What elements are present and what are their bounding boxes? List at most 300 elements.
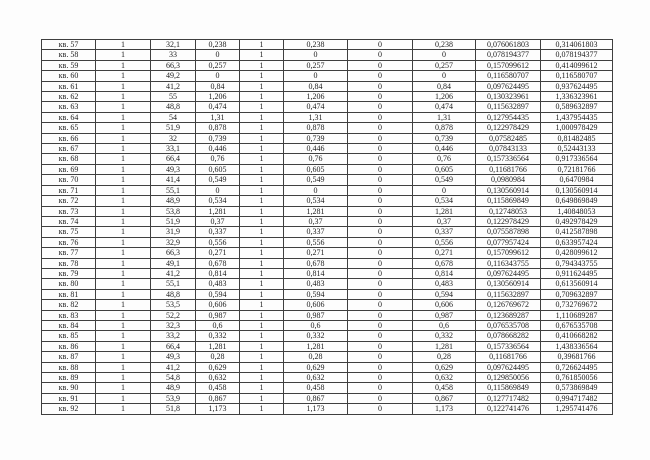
value-cell: 0,122978429 [476, 216, 541, 226]
value-cell: 0,878 [413, 123, 476, 133]
value-cell: 41,4 [151, 175, 196, 185]
value-cell: 0,077957424 [476, 237, 541, 247]
value-cell: 0,446 [196, 144, 240, 154]
value-cell: 1,31 [196, 112, 240, 122]
value-cell: 1 [96, 185, 151, 195]
value-cell: 0 [348, 50, 413, 60]
value-cell: 0,076061803 [476, 40, 541, 50]
value-cell: 1 [240, 123, 284, 133]
value-cell: 0,257 [413, 60, 476, 70]
value-cell: 1 [240, 175, 284, 185]
value-cell: 0 [284, 50, 348, 60]
value-cell: 1,281 [413, 206, 476, 216]
value-cell: 1,31 [413, 112, 476, 122]
value-cell: 1 [240, 393, 284, 403]
value-cell: 0 [348, 144, 413, 154]
value-cell: 0 [413, 50, 476, 60]
row-label-cell: кв. 90 [42, 383, 96, 393]
value-cell: 0,115632897 [476, 102, 541, 112]
value-cell: 0,130560914 [476, 185, 541, 195]
value-cell: 0,676535708 [541, 320, 613, 330]
value-cell: 0,28 [284, 352, 348, 362]
value-cell: 49,3 [151, 352, 196, 362]
value-cell: 0,126769672 [476, 300, 541, 310]
value-cell: 0,534 [413, 196, 476, 206]
value-cell: 0,446 [284, 144, 348, 154]
table-row [42, 216, 613, 226]
value-cell: 0,238 [196, 40, 240, 50]
value-cell: 0,116580707 [476, 71, 541, 81]
value-cell: 0,6 [413, 320, 476, 330]
value-cell: 1,206 [413, 92, 476, 102]
value-cell: 1 [240, 373, 284, 383]
value-cell: 0 [348, 237, 413, 247]
value-cell: 0 [348, 40, 413, 50]
row-label-cell: кв. 81 [42, 289, 96, 299]
row-label-cell: кв. 57 [42, 40, 96, 50]
value-cell: 0,678 [284, 258, 348, 268]
value-cell: 0,127954435 [476, 112, 541, 122]
table-row [42, 123, 613, 133]
value-cell: 0,12748053 [476, 206, 541, 216]
value-cell: 1 [96, 81, 151, 91]
value-cell: 0,115869849 [476, 196, 541, 206]
row-label-cell: кв. 87 [42, 352, 96, 362]
value-cell: 51,8 [151, 404, 196, 414]
value-cell: 1 [240, 133, 284, 143]
value-cell: 1,173 [284, 404, 348, 414]
value-cell: 0,589632897 [541, 102, 613, 112]
value-cell: 0 [348, 102, 413, 112]
row-label-cell: кв. 75 [42, 227, 96, 237]
row-label-cell: кв. 78 [42, 258, 96, 268]
row-label-cell: кв. 83 [42, 310, 96, 320]
table-row [42, 310, 613, 320]
value-cell: 0,414099612 [541, 60, 613, 70]
value-cell: 0,428099612 [541, 248, 613, 258]
value-cell: 0,097624495 [476, 81, 541, 91]
value-cell: 0,649869849 [541, 196, 613, 206]
value-cell: 48,9 [151, 196, 196, 206]
value-cell: 0,130560914 [476, 279, 541, 289]
value-cell: 0,458 [284, 383, 348, 393]
value-cell: 0,633957424 [541, 237, 613, 247]
value-cell: 1 [240, 341, 284, 351]
value-cell: 1 [240, 352, 284, 362]
value-cell: 0 [348, 373, 413, 383]
row-label-cell: кв. 61 [42, 81, 96, 91]
value-cell: 0,739 [196, 133, 240, 143]
value-cell: 33 [151, 50, 196, 60]
value-cell: 0 [348, 383, 413, 393]
row-label-cell: кв. 86 [42, 341, 96, 351]
value-cell: 1 [96, 60, 151, 70]
value-cell: 0,606 [413, 300, 476, 310]
value-cell: 0 [348, 175, 413, 185]
value-cell: 0,81482485 [541, 133, 613, 143]
value-cell: 53,9 [151, 393, 196, 403]
value-cell: 0,556 [196, 237, 240, 247]
value-cell: 0 [413, 71, 476, 81]
value-cell: 1,437954435 [541, 112, 613, 122]
value-cell: 31,9 [151, 227, 196, 237]
value-cell: 66,4 [151, 154, 196, 164]
value-cell: 0,814 [284, 268, 348, 278]
value-cell: 53,5 [151, 300, 196, 310]
value-cell: 0 [348, 258, 413, 268]
value-cell: 0,6 [196, 320, 240, 330]
value-cell: 49,1 [151, 258, 196, 268]
value-cell: 55,1 [151, 279, 196, 289]
value-cell: 0,606 [196, 300, 240, 310]
value-cell: 0,157099612 [476, 248, 541, 258]
table-row [42, 60, 613, 70]
table-row [42, 50, 613, 60]
table-row [42, 144, 613, 154]
value-cell: 0,257 [284, 60, 348, 70]
value-cell: 0,07843133 [476, 144, 541, 154]
value-cell: 1,206 [196, 92, 240, 102]
value-cell: 0 [348, 185, 413, 195]
value-cell: 0,867 [284, 393, 348, 403]
value-cell: 66,3 [151, 60, 196, 70]
value-cell: 1,336323961 [541, 92, 613, 102]
value-cell: 0,605 [284, 164, 348, 174]
value-cell: 41,2 [151, 268, 196, 278]
row-label-cell: кв. 80 [42, 279, 96, 289]
row-label-cell: кв. 67 [42, 144, 96, 154]
value-cell: 1 [240, 248, 284, 258]
row-label-cell: кв. 85 [42, 331, 96, 341]
value-cell: 0 [348, 154, 413, 164]
table-row [42, 133, 613, 143]
value-cell: 1,281 [196, 206, 240, 216]
value-cell: 1 [96, 133, 151, 143]
value-cell: 0,911624495 [541, 268, 613, 278]
value-cell: 0,994717482 [541, 393, 613, 403]
value-cell: 0 [284, 185, 348, 195]
value-cell: 1 [96, 164, 151, 174]
value-cell: 1 [96, 404, 151, 414]
value-cell: 0 [348, 216, 413, 226]
value-cell: 0,37 [196, 216, 240, 226]
value-cell: 0,122741476 [476, 404, 541, 414]
value-cell: 0,130560914 [541, 185, 613, 195]
value-cell: 0,72181766 [541, 164, 613, 174]
value-cell: 0,332 [196, 331, 240, 341]
value-cell: 0,76 [196, 154, 240, 164]
table-row [42, 185, 613, 195]
value-cell: 0,987 [413, 310, 476, 320]
value-cell: 0,271 [196, 248, 240, 258]
value-cell: 1 [240, 102, 284, 112]
value-cell: 1 [96, 248, 151, 258]
value-cell: 1 [96, 258, 151, 268]
value-cell: 0,332 [284, 331, 348, 341]
value-cell: 0,127717482 [476, 393, 541, 403]
value-cell: 0,483 [413, 279, 476, 289]
row-label-cell: кв. 66 [42, 133, 96, 143]
value-cell: 0,130323961 [476, 92, 541, 102]
value-cell: 0,534 [284, 196, 348, 206]
value-cell: 55,1 [151, 185, 196, 195]
value-cell: 0,556 [413, 237, 476, 247]
value-cell: 1 [96, 102, 151, 112]
value-cell: 1 [240, 289, 284, 299]
value-cell: 1 [240, 196, 284, 206]
value-cell: 0,629 [196, 362, 240, 372]
value-cell: 1 [96, 50, 151, 60]
value-cell: 0,534 [196, 196, 240, 206]
value-cell: 0,238 [284, 40, 348, 50]
value-cell: 0,123689287 [476, 310, 541, 320]
table-row [42, 92, 613, 102]
value-cell: 1 [240, 310, 284, 320]
value-cell: 0,794343755 [541, 258, 613, 268]
value-cell: 1 [96, 206, 151, 216]
value-cell: 55 [151, 92, 196, 102]
value-cell: 0,814 [413, 268, 476, 278]
table-row [42, 268, 613, 278]
value-cell: 0 [348, 81, 413, 91]
value-cell: 1 [96, 71, 151, 81]
value-cell: 0,116343755 [476, 258, 541, 268]
value-cell: 0,732769672 [541, 300, 613, 310]
value-cell: 1 [96, 216, 151, 226]
value-cell: 0,878 [284, 123, 348, 133]
table-row [42, 175, 613, 185]
value-cell: 1,281 [196, 341, 240, 351]
value-cell: 1,438336564 [541, 341, 613, 351]
value-cell: 0,075587898 [476, 227, 541, 237]
value-cell: 1 [240, 237, 284, 247]
value-cell: 0 [348, 248, 413, 258]
value-cell: 0,709632897 [541, 289, 613, 299]
value-cell: 1,295741476 [541, 404, 613, 414]
value-cell: 0,761850056 [541, 373, 613, 383]
table-row [42, 341, 613, 351]
value-cell: 0,594 [196, 289, 240, 299]
row-label-cell: кв. 58 [42, 50, 96, 60]
value-cell: 0,632 [196, 373, 240, 383]
value-cell: 1,281 [284, 206, 348, 216]
value-cell: 1 [96, 144, 151, 154]
value-cell: 0,37 [413, 216, 476, 226]
value-cell: 1,31 [284, 112, 348, 122]
value-cell: 48,9 [151, 383, 196, 393]
value-cell: 0,573869849 [541, 383, 613, 393]
value-cell: 0,678 [196, 258, 240, 268]
value-cell: 0,474 [413, 102, 476, 112]
value-cell: 0,606 [284, 300, 348, 310]
value-cell: 1 [240, 154, 284, 164]
value-cell: 0,116580707 [541, 71, 613, 81]
table-row [42, 393, 613, 403]
value-cell: 48,8 [151, 289, 196, 299]
row-label-cell: кв. 92 [42, 404, 96, 414]
value-cell: 0 [348, 362, 413, 372]
apartments-data-table [41, 39, 613, 415]
value-cell: 48,8 [151, 102, 196, 112]
value-cell: 41,2 [151, 362, 196, 372]
value-cell: 0,474 [196, 102, 240, 112]
value-cell: 0,11681766 [476, 164, 541, 174]
value-cell: 0,37 [284, 216, 348, 226]
value-cell: 1 [240, 268, 284, 278]
value-cell: 0,337 [413, 227, 476, 237]
value-cell: 1 [96, 237, 151, 247]
table-row [42, 102, 613, 112]
value-cell: 0 [348, 404, 413, 414]
value-cell: 1 [240, 331, 284, 341]
value-cell: 1 [96, 383, 151, 393]
table-row [42, 352, 613, 362]
value-cell: 0,556 [284, 237, 348, 247]
row-label-cell: кв. 69 [42, 164, 96, 174]
value-cell: 0,867 [413, 393, 476, 403]
value-cell: 1 [96, 320, 151, 330]
table-row [42, 112, 613, 122]
table-row [42, 164, 613, 174]
value-cell: 54 [151, 112, 196, 122]
row-label-cell: кв. 76 [42, 237, 96, 247]
value-cell: 1 [240, 81, 284, 91]
value-cell: 0,605 [413, 164, 476, 174]
value-cell: 0,115869849 [476, 383, 541, 393]
row-label-cell: кв. 65 [42, 123, 96, 133]
value-cell: 1 [96, 310, 151, 320]
value-cell: 0,078668282 [476, 331, 541, 341]
value-cell: 0,097624495 [476, 362, 541, 372]
value-cell: 1 [96, 331, 151, 341]
table-row [42, 206, 613, 216]
value-cell: 0,271 [284, 248, 348, 258]
table-row [42, 248, 613, 258]
table-row [42, 40, 613, 50]
value-cell: 0,632 [413, 373, 476, 383]
value-cell: 0,937624495 [541, 81, 613, 91]
value-cell: 0,458 [413, 383, 476, 393]
row-label-cell: кв. 63 [42, 102, 96, 112]
value-cell: 0,76 [284, 154, 348, 164]
value-cell: 0,337 [284, 227, 348, 237]
table-row [42, 331, 613, 341]
value-cell: 1 [240, 71, 284, 81]
value-cell: 1 [240, 144, 284, 154]
value-cell: 0 [348, 310, 413, 320]
value-cell: 0,6 [284, 320, 348, 330]
value-cell: 0,483 [196, 279, 240, 289]
value-cell: 0,115632897 [476, 289, 541, 299]
value-cell: 1 [240, 404, 284, 414]
value-cell: 0,446 [413, 144, 476, 154]
value-cell: 0,078194377 [541, 50, 613, 60]
value-cell: 66,4 [151, 341, 196, 351]
value-cell: 32 [151, 133, 196, 143]
table-row [42, 279, 613, 289]
table-row [42, 362, 613, 372]
value-cell: 1 [240, 112, 284, 122]
value-cell: 1 [240, 216, 284, 226]
value-cell: 0 [348, 196, 413, 206]
value-cell: 51,9 [151, 123, 196, 133]
value-cell: 0 [348, 133, 413, 143]
value-cell: 1 [240, 362, 284, 372]
value-cell: 0 [348, 227, 413, 237]
value-cell: 0,122978429 [476, 123, 541, 133]
value-cell: 53,8 [151, 206, 196, 216]
value-cell: 0,84 [196, 81, 240, 91]
table-row [42, 320, 613, 330]
value-cell: 1,281 [284, 341, 348, 351]
value-cell: 0,867 [196, 393, 240, 403]
value-cell: 0,605 [196, 164, 240, 174]
value-cell: 0 [348, 289, 413, 299]
value-cell: 1 [96, 352, 151, 362]
row-label-cell: кв. 64 [42, 112, 96, 122]
table-body [42, 40, 613, 415]
value-cell: 0,492978429 [541, 216, 613, 226]
value-cell: 33,1 [151, 144, 196, 154]
value-cell: 0 [348, 71, 413, 81]
value-cell: 0 [348, 331, 413, 341]
value-cell: 0,6470984 [541, 175, 613, 185]
value-cell: 0 [348, 393, 413, 403]
value-cell: 0,84 [413, 81, 476, 91]
value-cell: 33,2 [151, 331, 196, 341]
value-cell: 0,129850056 [476, 373, 541, 383]
row-label-cell: кв. 79 [42, 268, 96, 278]
value-cell: 1 [240, 92, 284, 102]
value-cell: 0,987 [284, 310, 348, 320]
row-label-cell: кв. 82 [42, 300, 96, 310]
value-cell: 0 [348, 268, 413, 278]
value-cell: 0,678 [413, 258, 476, 268]
value-cell: 0,157336564 [476, 341, 541, 351]
value-cell: 0,0980984 [476, 175, 541, 185]
value-cell: 0,271 [413, 248, 476, 258]
value-cell: 1,173 [413, 404, 476, 414]
value-cell: 0 [284, 71, 348, 81]
value-cell: 0,474 [284, 102, 348, 112]
value-cell: 1 [96, 289, 151, 299]
table-row [42, 154, 613, 164]
value-cell: 0,39681766 [541, 352, 613, 362]
value-cell: 49,2 [151, 71, 196, 81]
table-row [42, 258, 613, 268]
table-row [42, 300, 613, 310]
row-label-cell: кв. 70 [42, 175, 96, 185]
value-cell: 0,726624495 [541, 362, 613, 372]
value-cell: 51,9 [151, 216, 196, 226]
row-label-cell: кв. 88 [42, 362, 96, 372]
value-cell: 1 [96, 123, 151, 133]
value-cell: 0 [348, 341, 413, 351]
value-cell: 1 [240, 227, 284, 237]
value-cell: 0,076535708 [476, 320, 541, 330]
table-row [42, 81, 613, 91]
value-cell: 1 [240, 383, 284, 393]
value-cell: 0,28 [196, 352, 240, 362]
value-cell: 0 [348, 164, 413, 174]
value-cell: 0,412587898 [541, 227, 613, 237]
value-cell: 0,314061803 [541, 40, 613, 50]
value-cell: 1 [96, 196, 151, 206]
table-row [42, 289, 613, 299]
value-cell: 0,987 [196, 310, 240, 320]
value-cell: 0,739 [284, 133, 348, 143]
value-cell: 0,549 [284, 175, 348, 185]
